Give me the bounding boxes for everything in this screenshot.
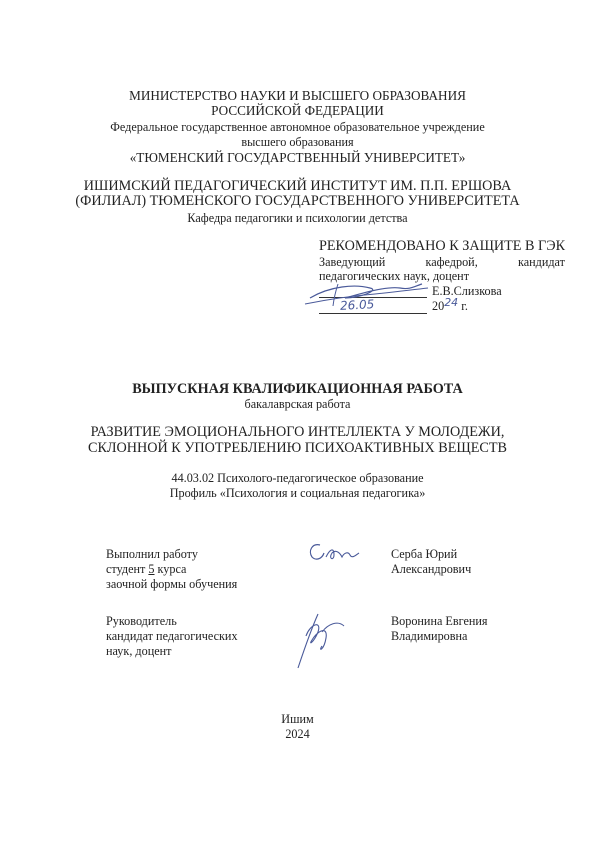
institute-line-1: ИШИМСКИЙ ПЕДАГОГИЧЕСКИЙ ИНСТИТУТ ИМ. П.П. ЕРШОВА [83, 178, 512, 194]
supervisor-label-line-3: наук, доцент [106, 644, 172, 658]
approval-year-prefix: 20 [432, 299, 445, 313]
approval-year-suffix: г. [461, 299, 468, 313]
work-type: ВЫПУСКНАЯ КВАЛИФИКАЦИОННАЯ РАБОТА [132, 381, 463, 397]
student-name-line-2: Александрович [391, 562, 472, 576]
approval-head-name: Е.В.Слизкова [432, 284, 502, 298]
student-label-line-2 [106, 562, 186, 577]
student-label-line-1: Выполнил работу [106, 547, 198, 561]
work-profile: Профиль «Психология и социальная педагогика» [169, 486, 426, 500]
supervisor-label-line-2: кандидат педагогических [106, 629, 238, 643]
ministry-line-1: МИНИСТЕРСТВО НАУКИ И ВЫСШЕГО ОБРАЗОВАНИЯ [129, 88, 466, 103]
work-title-line-1: РАЗВИТИЕ ЭМОЦИОНАЛЬНОГО ИНТЕЛЛЕКТА У МОЛОДЕЖИ, [90, 424, 505, 440]
student-course: 5 [148, 562, 155, 576]
approval-head-word-1: Заведующий [319, 255, 386, 269]
footer-city: Ишим [281, 712, 314, 726]
federal-line-1: Федеральное государственное автономное образовательное учреждение [110, 120, 485, 134]
approval-head-line-2: педагогических наук, доцент [319, 269, 470, 283]
approval-head-line-1 [319, 255, 565, 270]
work-title-line-2: СКЛОННОЙ К УПОТРЕБЛЕНИЮ ПСИХОАКТИВНЫХ ВЕЩЕСТВ [87, 440, 507, 456]
institute-line-2: (ФИЛИАЛ) ТЮМЕНСКОГО ГОСУДАРСТВЕННОГО УНИВЕРСИТЕТА [75, 193, 520, 209]
department-name: Кафедра педагогики и психологии детства [187, 211, 408, 225]
approval-year-handwritten: 24 [444, 296, 459, 309]
student-name-line-1: Серба Юрий [391, 547, 458, 561]
footer-year: 2024 [285, 727, 310, 741]
approval-signature-icon [300, 276, 430, 316]
federal-line-2: высшего образования [241, 135, 354, 149]
student-label-suffix: курса [157, 562, 187, 576]
work-subtype: бакалаврская работа [244, 397, 351, 411]
approval-head-word-2: кафедрой, [425, 255, 478, 269]
approval-head-word-3: кандидат [517, 255, 565, 269]
approval-year-row [432, 296, 468, 314]
supervisor-name-line-2: Владимировна [391, 629, 468, 643]
supervisor-signature-icon [288, 606, 348, 672]
approval-date-handwritten: 26.05 [339, 297, 375, 313]
student-label-prefix: студент [106, 562, 146, 576]
university-name: «ТЮМЕНСКИЙ ГОСУДАРСТВЕННЫЙ УНИВЕРСИТЕТ» [129, 150, 466, 165]
student-signature-icon [304, 539, 362, 569]
student-label-line-3: заочной формы обучения [106, 577, 238, 591]
supervisor-label-line-1: Руководитель [106, 614, 177, 628]
supervisor-name-line-1: Воронина Евгения [391, 614, 488, 628]
ministry-line-2: РОССИЙСКОЙ ФЕДЕРАЦИИ [211, 103, 384, 118]
work-code: 44.03.02 Психолого-педагогическое образование [171, 471, 424, 485]
approval-title: РЕКОМЕНДОВАНО К ЗАЩИТЕ В ГЭК [319, 238, 566, 254]
